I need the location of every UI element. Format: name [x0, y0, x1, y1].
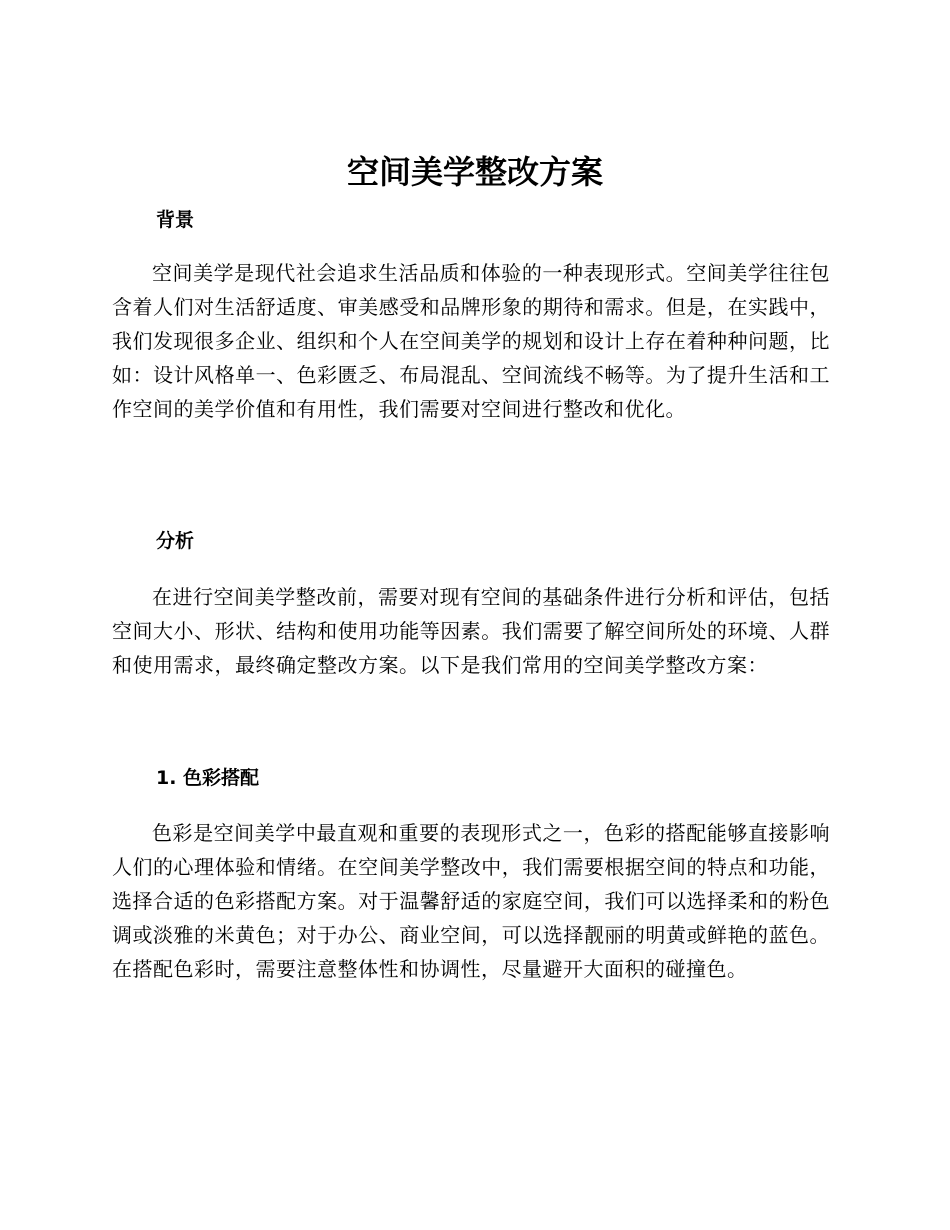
section-body-analysis: 在进行空间美学整改前，需要对现有空间的基础条件进行分析和评估，包括空间大小、形状、结构和使用功能等因素。我们需要了解空间所处的环境、人群和使用需求，最终确定整改方案。以下是我们常用的空间美学整改方案： — [112, 585, 830, 677]
document-title: 空间美学整改方案 — [346, 153, 603, 191]
section-body-color-matching: 色彩是空间美学中最直观和重要的表现形式之一，色彩的搭配能够直接影响人们的心理体验和情绪。在空间美学整改中，我们需要根据空间的特点和功能，选择合适的色彩搭配方案。对于温馨舒适的家庭空间，我们可以选择柔和的粉色调或淡雅的米黄色；对于办公、商业空间，可以选择靓丽的明黄或鲜艳的蓝色。在搭配色彩时，需要注意整体性和协调性，尽量避开大面积的碰撞色。 — [112, 821, 830, 981]
section-body-background: 空间美学是现代社会追求生活品质和体验的一种表现形式。空间美学往往包含着人们对生活舒适度、审美感受和品牌形象的期待和需求。但是，在实践中，我们发现很多企业、组织和个人在空间美学的规划和设计上存在着种种问题，比如：设计风格单一、色彩匮乏、布局混乱、空间流线不畅等。为了提升生活和工作空间的美学价值和有用性，我们需要对空间进行整改和优化。 — [112, 261, 830, 421]
section-heading-color-matching: 1. 色彩搭配 — [156, 767, 260, 789]
section-heading-background: 背景 — [156, 209, 195, 231]
section-heading-analysis: 分析 — [156, 530, 195, 552]
